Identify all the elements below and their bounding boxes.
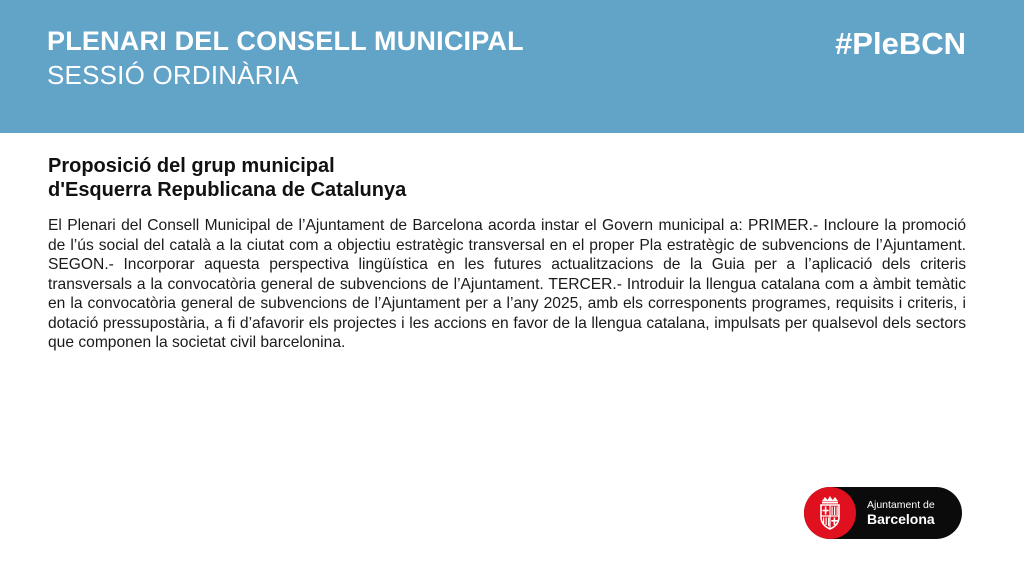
proposal-heading-line2: d'Esquerra Republicana de Catalunya — [48, 179, 407, 201]
logo-text-line1: Ajuntament de — [867, 499, 935, 511]
header-banner — [0, 0, 1024, 133]
proposal-heading — [48, 154, 966, 202]
ajuntament-logo — [804, 487, 962, 539]
hashtag: #PleBCN — [835, 26, 966, 61]
logo-text-line2: Barcelona — [867, 511, 935, 527]
page-subtitle: SESSIÓ ORDINÀRIA — [47, 60, 299, 90]
proposal-content — [48, 154, 966, 353]
barcelona-shield-icon — [804, 487, 856, 539]
logo-badge — [804, 487, 856, 539]
proposal-body: El Plenari del Consell Municipal de l’Ajuntament de Barcelona acorda instar el Govern municipal a: PRIMER.- Incloure la promoció de l’ús social del català a la ciutat com a objectiu estratègic transversal en el proper Pla estratègic de subvencions de l’Ajuntament. SEGON.- Incorporar aquesta perspectiva lingüística en les futures actualitzacions de la Guia per a l’aplicació dels criteris transversals a la convocatòria general de subvencions de l’Ajuntament. TERCER.- Introduir la llengua catalana com a àmbit temàtic en la convocatòria general de subvencions de l’Ajuntament per a l’any 2025, amb els corresponents programes, requisits i criteris, i dotació pressupostària, a fi d’afavorir els projectes i les accions en favor de la llengua catalana, impulsats per qualsevol dels sectors que componen la societat civil barcelonina. — [48, 217, 966, 351]
page-title: PLENARI DEL CONSELL MUNICIPAL — [47, 26, 524, 56]
proposal-heading-line1: Proposició del grup municipal — [48, 155, 335, 177]
